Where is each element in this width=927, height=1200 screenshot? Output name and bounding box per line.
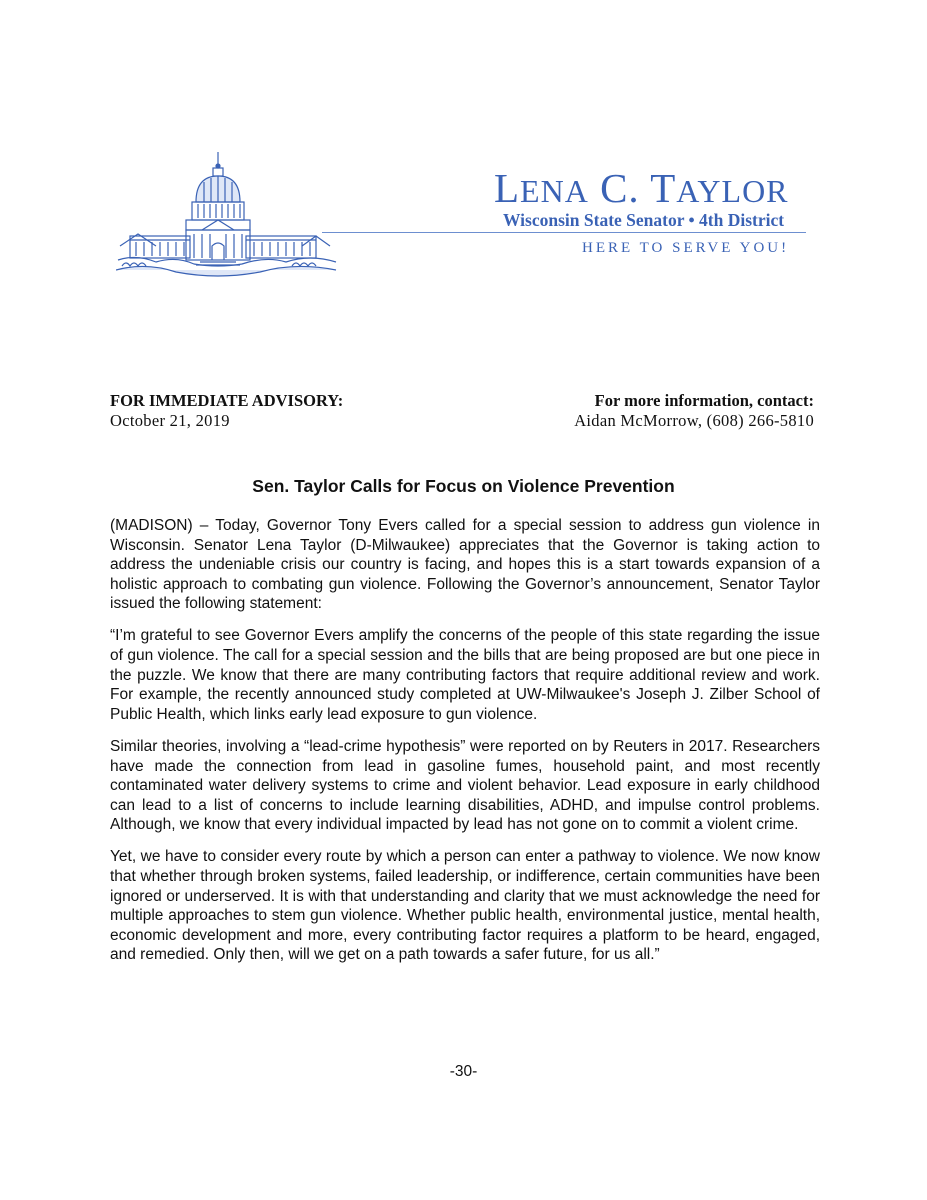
body-paragraph: Yet, we have to consider every route by which a person can enter a pathway to violence. We now know that whether through broken systems, failed leadership, or indifference, certain communities have been ignored or underserved. It is with that understanding and clarity that we must acknowledge the need for multiple approaches to stem gun violence. Whether public health, environmental justice, mental health, economic development and more, every contributing factor requires a platform to be heard, engaged, and remedied. Only then, will we get on a path towards a safer future, for us all.” <box>110 848 820 964</box>
senator-subtitle: Wisconsin State Senator • 4th District <box>503 210 785 230</box>
body-paragraph: Similar theories, involving a “lead-crime hypothesis” were reported on by Reuters in 2017. Researchers have made the connection from lead in gasoline fumes, household paint, and most recently contaminated water delivery systems to crime and violent behavior. Lead exposure in early childhood can lead to a list of concerns to include learning disabilities, ADHD, and impulse control problems. Although, we know that every individual impacted by lead has not gone on to commit a violent crime. <box>110 737 820 834</box>
capitol-building-logo <box>116 150 338 282</box>
advisory-label: FOR IMMEDIATE ADVISORY: <box>110 391 344 410</box>
name-last-initial: T <box>650 165 677 211</box>
name-first-initial: L <box>494 165 521 211</box>
letterhead-divider <box>322 232 806 233</box>
contact-label: For more information, contact: <box>594 391 814 410</box>
name-middle: C. <box>600 165 640 211</box>
advisory-left <box>110 391 343 431</box>
contact-info: Aidan McMorrow, (608) 266-5810 <box>574 411 814 430</box>
advisory-right <box>574 391 814 431</box>
press-headline: Sen. Taylor Calls for Focus on Violence Prevention <box>252 476 675 496</box>
body-paragraph: “I’m grateful to see Governor Evers amplify the concerns of the people of this state regarding the issue of gun violence. The call for a special session and the bills that are being proposed are but one piece in the puzzle. We know that there are many contributing factors that require additional review and work. For example, the recently announced study completed at UW-Milwaukee's Joseph J. Zilber School of Public Health, which links early lead exposure to gun violence. <box>110 627 820 723</box>
letterhead-slogan: HERE TO SERVE YOU! <box>582 240 790 256</box>
capitol-building-icon <box>116 150 338 282</box>
senator-name <box>494 166 806 210</box>
body-paragraph: (MADISON) – Today, Governor Tony Evers called for a special session to address gun violence in Wisconsin. Senator Lena Taylor (D-Milwaukee) appreciates that the Governor is taking action to address the undeniable crisis our country is facing, and hopes this is a start towards expansion of a holistic approach to combating gun violence. Following the Governor’s announcement, Senator Taylor issued the following statement: <box>110 517 820 613</box>
end-mark: -30- <box>449 1063 478 1080</box>
press-body <box>110 516 820 977</box>
name-last-rest: AYLOR <box>676 173 789 209</box>
name-first-rest: ENA <box>520 173 589 209</box>
advisory-date: October 21, 2019 <box>110 411 230 430</box>
